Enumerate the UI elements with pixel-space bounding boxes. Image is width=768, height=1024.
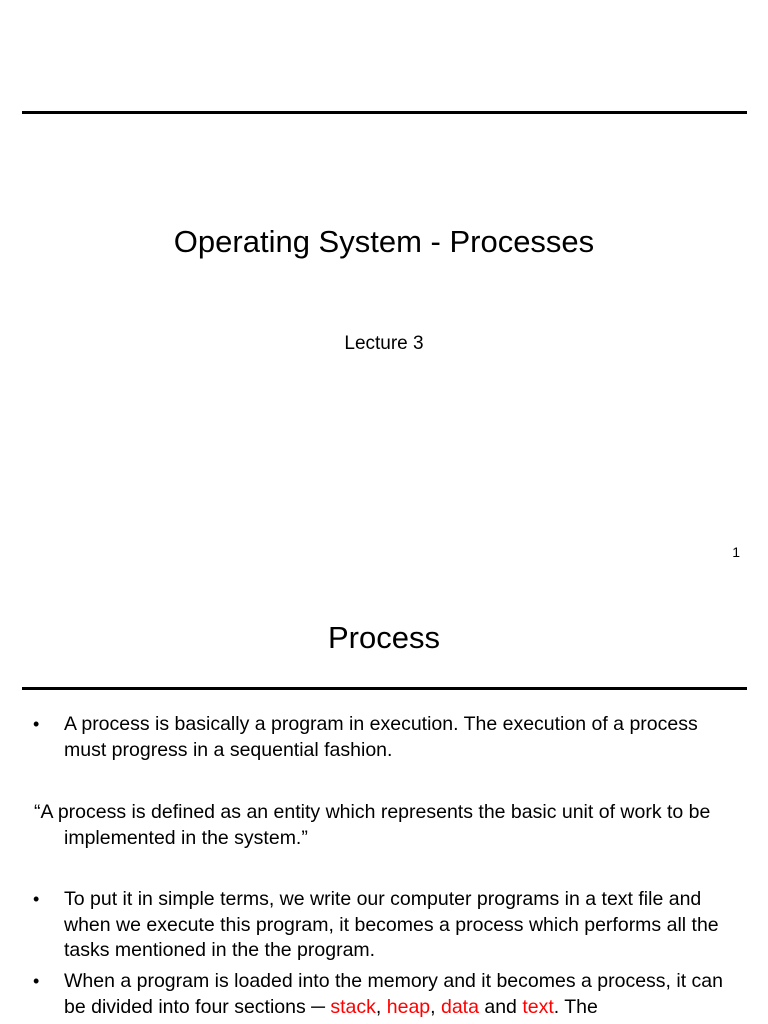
section-title: Process	[328, 620, 440, 655]
bullet-item	[33, 969, 744, 1020]
bullet-icon: •	[33, 971, 40, 991]
term-text: text	[522, 995, 554, 1018]
bullet-text: To put it in simple terms, we write our computer programs in a text file and when we execute this program, it becomes a process which performs all the tasks mentioned in the the program.	[64, 888, 719, 961]
bullet-item	[33, 887, 744, 964]
bullet-icon: •	[33, 714, 40, 734]
page-number: 1	[732, 544, 740, 560]
bullet-item	[33, 712, 744, 763]
separator: ,	[375, 995, 387, 1018]
term-data: data	[440, 995, 479, 1018]
bullet-text: A process is basically a program in execution. The execution of a process must progress in a sequential fashion.	[64, 713, 698, 761]
quote-paragraph: “A process is defined as an entity which represents the basic unit of work to be implemented in the system.”	[34, 801, 711, 849]
term-stack: stack	[330, 995, 376, 1018]
section-rule	[22, 687, 747, 690]
top-rule	[22, 111, 747, 114]
term-heap: heap	[386, 995, 431, 1018]
conjunction: and	[478, 995, 523, 1018]
slide-title: Operating System - Processes	[173, 224, 595, 259]
bullet-text-lead: When a program is loaded into the memory and it becomes a process, it can be divided into four sections ─	[64, 970, 723, 1018]
slide-subtitle: Lecture 3	[344, 333, 424, 354]
separator: ,	[430, 995, 441, 1018]
bullet-icon: •	[33, 889, 40, 909]
bullet-text-tail: . The	[553, 995, 598, 1018]
